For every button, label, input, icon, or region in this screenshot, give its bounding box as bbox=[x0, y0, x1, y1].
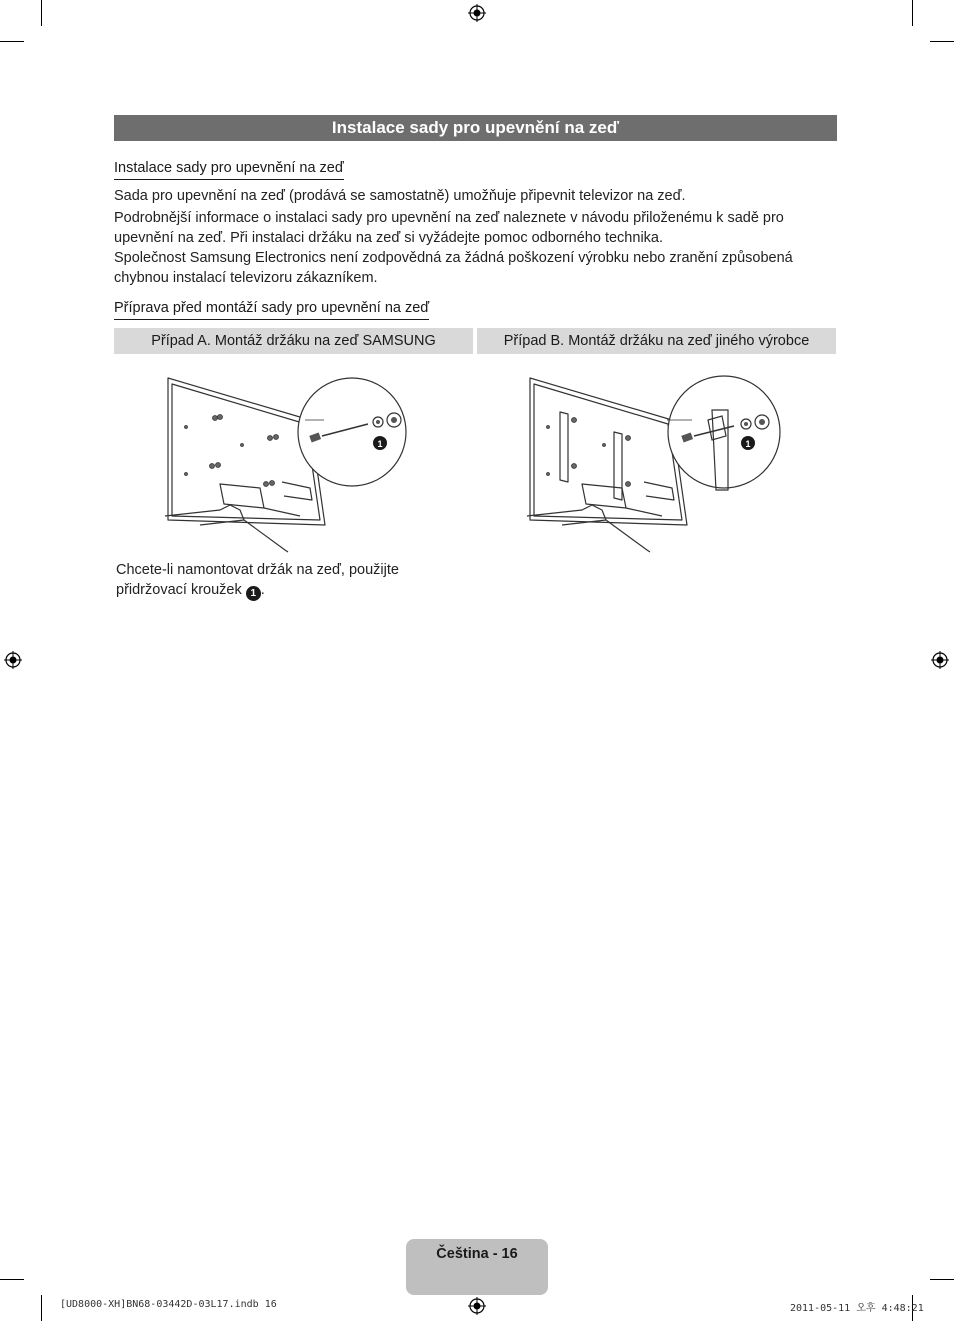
tv-wall-mount-illustration-b bbox=[522, 370, 792, 560]
crop-mark bbox=[0, 41, 24, 42]
paragraph: Společnost Samsung Electronics není zodpovědná za žádná poškození výrobku nebo zranění způsobená chybnou instalací televizoru zákazníkem. bbox=[114, 250, 793, 286]
crop-mark bbox=[930, 1279, 954, 1280]
section-title: Instalace sady pro upevnění na zeď bbox=[114, 115, 837, 141]
caption-text: Chcete-li namontovat držák na zeď, použijte přidržovací kroužek bbox=[116, 562, 399, 598]
callout-number: 1 bbox=[745, 439, 751, 449]
print-slug-left: [UD8000-XH]BN68-03442D-03L17.indb 16 bbox=[60, 1299, 277, 1310]
crop-mark bbox=[41, 0, 42, 26]
registration-mark-icon bbox=[931, 651, 949, 669]
crop-mark bbox=[0, 1279, 24, 1280]
tv-wall-mount-illustration-a bbox=[160, 370, 420, 560]
crop-mark bbox=[912, 0, 913, 26]
paragraph: Podrobnější informace o instalaci sady pro upevnění na zeď naleznete v návodu přiloženému k sadě pro upevnění na zeď. Při instalaci držáku na zeď si vyžádejte pomoc odborného technika. bbox=[114, 210, 784, 246]
print-slug-right: 2011-05-11 오후 4:48:21 bbox=[790, 1303, 924, 1314]
subsection-heading: Příprava před montáží sady pro upevnění na zeď bbox=[114, 299, 429, 320]
registration-mark-icon bbox=[468, 1297, 486, 1315]
registration-mark-icon bbox=[4, 651, 22, 669]
callout-badge: 1 bbox=[246, 586, 261, 601]
paragraph: Sada pro upevnění na zeď (prodává se samostatně) umožňuje připevnit televizor na zeď. bbox=[114, 188, 686, 204]
callout-number: 1 bbox=[377, 439, 383, 449]
case-a-header: Případ A. Montáž držáku na zeď SAMSUNG bbox=[114, 328, 473, 354]
crop-mark bbox=[930, 41, 954, 42]
caption-suffix: . bbox=[260, 582, 265, 598]
page-number: Čeština - 16 bbox=[436, 1246, 518, 1262]
case-b-header: Případ B. Montáž držáku na zeď jiného výrobce bbox=[477, 328, 836, 354]
crop-mark bbox=[41, 1295, 42, 1321]
registration-mark-icon bbox=[468, 4, 486, 22]
illustration-caption bbox=[116, 560, 416, 601]
subsection-heading: Instalace sady pro upevnění na zeď bbox=[114, 159, 344, 180]
